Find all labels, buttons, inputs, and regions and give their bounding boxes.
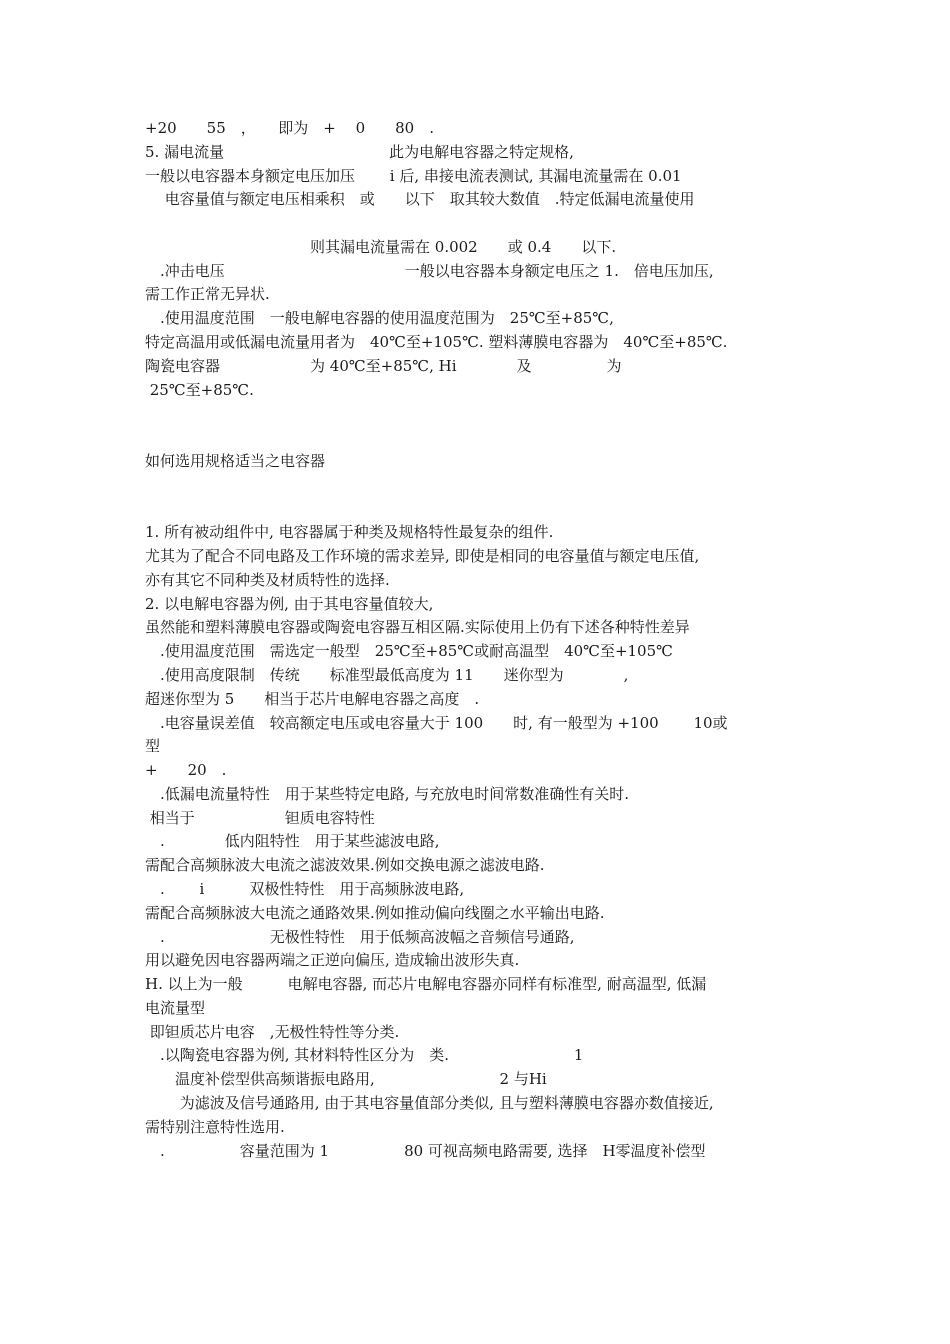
text-line: 特定高温用或低漏电流量用者为 40℃至+105℃. 塑料薄膜电容器为 40℃至+85℃. — [145, 333, 728, 352]
text-line: .以陶瓷电容器为例, 其材料特性区分为 类. 1 — [145, 1046, 584, 1065]
text-line: .低漏电流量特性 用于某些特定电路, 与充放电时间常数准确性有关时. — [145, 784, 630, 803]
text-line: 用以避免因电容器两端之正逆向偏压, 造成输出波形失真. — [145, 951, 520, 970]
text-line: 2. 以电解电容器为例, 由于其电容量值较大, — [145, 594, 434, 613]
text-line: +20 55 ， 即为 + 0 80 . — [145, 119, 434, 137]
text-line: 25℃至+85℃. — [145, 380, 254, 399]
text-line: 超迷你型为 5 相当于芯片电解电容器之高度 . — [145, 689, 480, 708]
text-line: . 容量范围为 1 80 可视高频电路需要, 选择 H零温度补偿型 — [145, 1141, 706, 1160]
text-line: 陶瓷电容器 为 40℃至+85℃, Hi 及 为 — [145, 356, 622, 375]
text-line: . i 双极性特性 用于高频脉波电路, — [145, 879, 465, 898]
text-line: + 20 . — [145, 761, 227, 780]
text-line: . 低内阻特性 用于某些滤波电路, — [145, 832, 440, 851]
text-line: 则其漏电流量需在 0.002 或 0.4 以下. — [145, 237, 617, 256]
text-line: 需特别注意特性选用. — [145, 1117, 285, 1136]
text-line: .冲击电压 一般以电容器本身额定电压之 1. 倍电压加压, — [145, 261, 714, 280]
text-line: 虽然能和塑料薄膜电容器或陶瓷电容器互相区隔.实际使用上仍有下述各种特性差异 — [145, 618, 690, 637]
text-line: 1. 所有被动组件中, 电容器属于种类及规格特性最复杂的组件. — [145, 523, 554, 542]
text-line: 电容量值与额定电压相乘积 或 以下 取其较大数值 .特定低漏电流量使用 — [145, 190, 695, 209]
text-line: .使用温度范围 需选定一般型 25℃至+85℃或耐高温型 40℃至+105℃ — [145, 642, 673, 661]
text-line: . 无极性特性 用于低频高波幅之音频信号通路, — [145, 927, 575, 946]
text-line: 温度补偿型供高频谐振电路用, 2 与Hi — [145, 1070, 547, 1089]
text-line: .使用温度范围 一般电解电容器的使用温度范围为 25℃至+85℃, — [145, 309, 614, 328]
text-line: 为滤波及信号通路用, 由于其电容量值部分类似, 且与塑料薄膜电容器亦数值接近, — [145, 1093, 714, 1112]
text-line: 如何选用规格适当之电容器 — [145, 451, 326, 470]
text-line: 5. 漏电流量 此为电解电容器之特定规格, — [145, 142, 574, 161]
text-line: 即钽质芯片电容 ,无极性特性等分类. — [145, 1022, 400, 1041]
text-line: .电容量误差值 较高额定电压或电容量大于 100 时, 有一般型为 +100 10或 — [145, 713, 728, 732]
text-line: 一般以电容器本身额定电压加压 i 后, 串接电流表测试, 其漏电流量需在 0.01 — [145, 166, 682, 185]
text-line: 电流量型 — [145, 998, 206, 1017]
text-line: 需配合高频脉波大电流之滤波效果.例如交换电源之滤波电路. — [145, 856, 545, 875]
text-line: 需配合高频脉波大电流之通路效果.例如推动偏向线圈之水平输出电路. — [145, 903, 605, 922]
text-line: H. 以上为一般 电解电容器, 而芯片电解电容器亦同样有标准型, 耐高温型, 低漏 — [145, 975, 707, 994]
text-line: .使用高度限制 传统 标准型最低高度为 11 迷你型为 , — [145, 665, 629, 684]
text-line: 尤其为了配合不同电路及工作环境的需求差异, 即使是相同的电容量值与额定电压值, — [145, 547, 700, 566]
text-line: 亦有其它不同种类及材质特性的选择. — [145, 570, 390, 589]
text-line: 需工作正常无异状. — [145, 285, 270, 304]
text-line: 相当于 钽质电容特性 — [145, 808, 375, 827]
text-line: 型 — [145, 737, 161, 756]
